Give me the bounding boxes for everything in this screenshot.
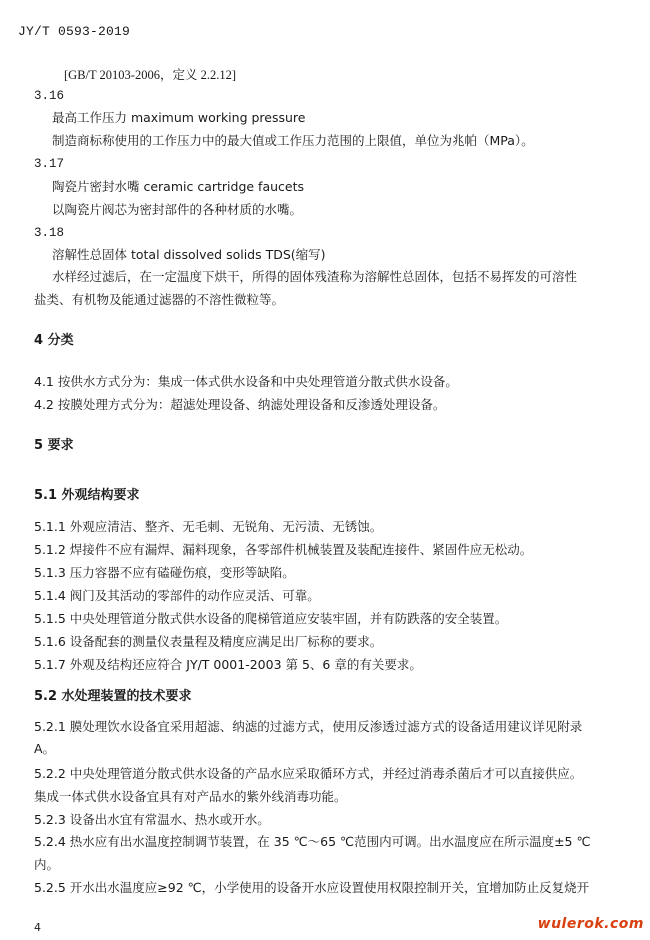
- clause-5-2-5: 5.2.5 开水出水温度应≥92 ℃，小学使用的设备开水应设置使用权限控制开关，宜增加防止反复烧开: [34, 880, 590, 895]
- section-heading-5-2: 5.2 水处理装置的技术要求: [34, 689, 192, 704]
- clause-5-2-2-line1: 5.2.2 中央处理管道分散式供水设备的产品水应采取循环方式，并经过消毒杀菌后才可以直接供应。: [34, 766, 583, 781]
- clause-5-1-2: 5.1.2 焊接件不应有漏焊、漏料现象，各零部件机械装置及装配连接件、紧固件应无松动。: [34, 542, 533, 557]
- clause-5-1-6: 5.1.6 设备配套的测量仪表量程及精度应满足出厂标称的要求。: [34, 634, 383, 649]
- clause-5-1-4: 5.1.4 阀门及其活动的零部件的动作应灵活、可靠。: [34, 588, 320, 603]
- definition-3-18-line2: 盐类、有机物及能通过滤器的不溶性微粒等。: [34, 292, 285, 307]
- reference-citation: [GB/T 20103-2006，定义 2.2.12]: [64, 68, 236, 82]
- clause-5-1-7: 5.1.7 外观及结构还应符合 JY/T 0001-2003 第 5、6 章的有关要求。: [34, 657, 422, 672]
- site-watermark: wulerok.com: [537, 916, 644, 932]
- section-heading-5-1: 5.1 外观结构要求: [34, 488, 140, 503]
- clause-5-2-2-line2: 集成一体式供水设备宜具有对产品水的紫外线消毒功能。: [34, 789, 347, 804]
- section-heading-5: 5 要求: [34, 438, 74, 453]
- clause-number-3-16: 3.16: [34, 89, 65, 103]
- clause-5-2-1-line2: A。: [34, 741, 56, 756]
- section-heading-4: 4 分类: [34, 333, 74, 348]
- clause-4-2: 4.2 按膜处理方式分为：超滤处理设备、纳滤处理设备和反渗透处理设备。: [34, 397, 446, 412]
- term-3-18: 溶解性总固体 total dissolved solids TDS(缩写): [52, 247, 326, 262]
- clause-5-2-1-line1: 5.2.1 膜处理饮水设备宜采用超滤、纳滤的过滤方式，使用反渗透过滤方式的设备适用建议详见附录: [34, 719, 583, 734]
- clause-5-2-4-line1: 5.2.4 热水应有出水温度控制调节装置，在 35 ℃～65 ℃范围内可调。出水温度应在所示温度±5 ℃: [34, 834, 591, 849]
- definition-3-16: 制造商标称使用的工作压力中的最大值或工作压力范围的上限值，单位为兆帕（MPa）。: [52, 133, 534, 148]
- clause-number-3-18: 3.18: [34, 226, 65, 240]
- clause-5-2-3: 5.2.3 设备出水宜有常温水、热水或开水。: [34, 812, 270, 827]
- term-3-16: 最高工作压力 maximum working pressure: [52, 110, 306, 125]
- clause-5-1-1: 5.1.1 外观应清洁、整齐、无毛刺、无锐角、无污渍、无锈蚀。: [34, 519, 383, 534]
- clause-number-3-17: 3.17: [34, 157, 65, 171]
- definition-3-18-line1: 水样经过滤后，在一定温度下烘干，所得的固体残渣称为溶解性总固体，包括不易挥发的可溶性: [52, 269, 578, 284]
- clause-4-1: 4.1 按供水方式分为：集成一体式供水设备和中央处理管道分散式供水设备。: [34, 374, 458, 389]
- clause-5-1-3: 5.1.3 压力容器不应有磕碰伤痕，变形等缺陷。: [34, 565, 295, 580]
- term-3-17: 陶瓷片密封水嘴 ceramic cartridge faucets: [52, 179, 305, 194]
- clause-5-2-4-line2: 内。: [34, 857, 60, 872]
- document-code-header: JY/T 0593-2019: [18, 24, 131, 39]
- definition-3-17: 以陶瓷片阀芯为密封部件的各种材质的水嘴。: [52, 202, 303, 217]
- clause-5-1-5: 5.1.5 中央处理管道分散式供水设备的爬梯管道应安装牢固，并有防跌落的安全装置。: [34, 611, 508, 626]
- page-number: 4: [34, 921, 41, 934]
